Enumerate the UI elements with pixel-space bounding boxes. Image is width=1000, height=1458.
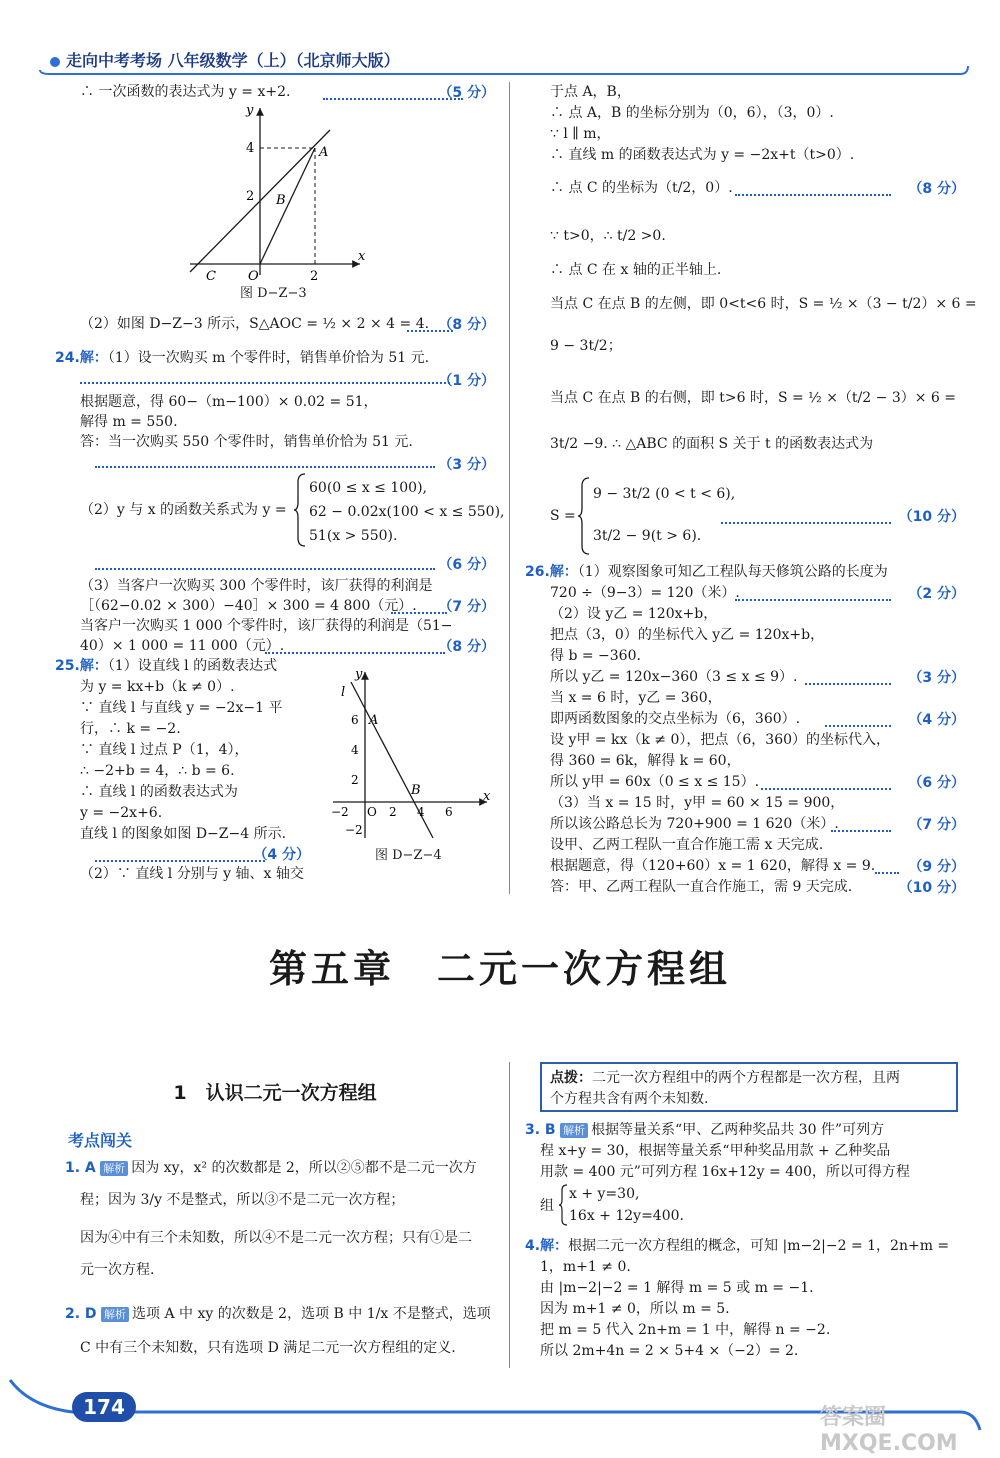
- dot-leader: [95, 860, 265, 862]
- text-line: 因为④中有三个未知数，所以④不是二元一次方程；只有①是二: [80, 1230, 472, 1246]
- text-line: 由 |m−2|−2 = 1 解得 m = 5 或 m = −1.: [540, 1280, 814, 1296]
- text-line: ∴ 一次函数的表达式为 y = x+2.: [80, 84, 291, 100]
- text-line: ∴ 直线 m 的函数表达式为 y = −2x+t（t>0）.: [550, 147, 855, 163]
- text-line: ∴ 点 C 在 x 轴的正半轴上.: [550, 262, 722, 278]
- column-divider-top: [509, 82, 510, 894]
- tick-label: 4: [417, 805, 425, 819]
- point-label-A: A: [319, 145, 329, 160]
- tick-label: 2: [310, 269, 319, 280]
- score: （8 分）: [438, 639, 495, 655]
- figure-caption: 图 D−Z−4: [375, 848, 442, 863]
- piece-2: 3t/2 − 9(t > 6).: [593, 528, 702, 544]
- text-line: （3）当 x = 15 时，y甲 = 60 × 15 = 900，: [550, 795, 845, 811]
- text-line: 因为 m+1 ≠ 0，所以 m = 5.: [540, 1301, 730, 1317]
- text-line: 元一次方程.: [80, 1262, 155, 1278]
- point-label-B: B: [411, 783, 421, 798]
- score: （7 分）: [908, 817, 965, 833]
- text-line: ∵ 直线 l 与直线 y = −2x−1 平: [80, 700, 283, 716]
- question-25: 25.解：（1）设直线 l 的函数表达式: [55, 658, 278, 674]
- figure-dzz4: [325, 668, 495, 844]
- tip-line-1: 点拨：二元一次方程组中的两个方程都是一次方程，且两: [550, 1070, 900, 1086]
- score: （4 分）: [908, 712, 965, 728]
- score: （1 分）: [438, 373, 495, 389]
- brace-icon: [558, 1184, 568, 1226]
- system-eq-2: 16x + 12y=400.: [569, 1208, 684, 1224]
- page-header: 走向中考考场 八年级数学（上）（北京师大版）: [50, 48, 400, 71]
- question-24: 24.解：（1）设一次购买 m 个零件时，销售单价恰为 51 元.: [55, 350, 430, 366]
- kaodian-heading: 考点闯关: [68, 1131, 133, 1150]
- tick-label: 6: [445, 805, 453, 819]
- piece-2: 62 − 0.02x(100 < x ≤ 550),: [309, 504, 505, 520]
- page-number: 174: [72, 1392, 136, 1422]
- text-line: 设 y甲 = kx（k ≠ 0），把点（6，360）的坐标代入，: [550, 732, 891, 748]
- score: （5 分）: [438, 85, 495, 101]
- dot-leader: [761, 788, 891, 790]
- text-line: 当点 C 在点 B 的左侧，即 0<t<6 时，S = ½ ×（3 − t/2）× 6 =: [550, 296, 977, 312]
- score: （8 分）: [438, 317, 495, 333]
- text-line: y = −2x+6.: [80, 805, 163, 821]
- tick-label: 2: [351, 773, 359, 787]
- text-line: 直线 l 的图象如图 D−Z−4 所示.: [80, 826, 287, 842]
- score: （2 分）: [908, 586, 965, 602]
- text-line: 根据题意，得 60−（m−100）× 0.02 = 51，: [80, 394, 378, 410]
- brace-icon: [293, 472, 307, 548]
- text-line: ［（62−0.02 × 300）−40］× 300 = 4 800（元）.: [80, 598, 417, 614]
- axis-label-y: y: [355, 668, 363, 682]
- jiexi-tag: 解析: [101, 1307, 129, 1322]
- text-line: ∵ t>0，∴ t/2 >0.: [550, 228, 666, 244]
- text-line: 9 − 3t/2；: [550, 338, 622, 354]
- origin-label: O: [367, 805, 377, 819]
- piece-1: 9 − 3t/2 (0 < t < 6),: [593, 486, 736, 502]
- piece-3: 51(x > 550).: [309, 528, 398, 544]
- text-line: 3t/2 −9. ∴ △ABC 的面积 S 关于 t 的函数表达式为: [550, 436, 874, 452]
- text-line: C 中有三个未知数，只有选项 D 满足二元一次方程组的定义.: [80, 1340, 456, 1356]
- axis-label-x: x: [358, 249, 366, 264]
- right-column: [525, 80, 977, 900]
- piece-1: 60(0 ≤ x ≤ 100),: [309, 480, 427, 496]
- text-line: 所以 2m+4n = 2 × 5+4 ×（−2）= 2.: [540, 1343, 799, 1359]
- answer-4: 4.解：根据二元一次方程组的概念，可知 |m−2|−2 = 1，2n+m =: [525, 1238, 950, 1254]
- point-label-A: A: [369, 713, 379, 728]
- left-column: [55, 80, 505, 900]
- text-line: 1，m+1 ≠ 0.: [540, 1259, 631, 1275]
- score: （6 分）: [908, 775, 965, 791]
- header-dot-icon: [50, 57, 60, 67]
- text-line: 行，∴ k = −2.: [80, 721, 181, 737]
- answer-2: 2. D 解析 选项 A 中 xy 的次数是 2，选项 B 中 1/x 不是整式，选项: [65, 1306, 491, 1322]
- axis-label-x: x: [483, 789, 491, 804]
- score: （7 分）: [438, 599, 495, 615]
- column-divider-bottom: [509, 1062, 510, 1368]
- bottom-right-answers: [525, 1118, 965, 1358]
- text-line: 所以该公路总长为 720+900 = 1 620（米）.: [550, 816, 839, 832]
- score: （9 分）: [908, 859, 965, 875]
- text-line: ∴ 直线 l 的函数表达式为: [80, 784, 238, 800]
- text-line: ∴ 点 A，B 的坐标分别为（0，6），（3，0）.: [550, 105, 834, 121]
- dot-leader: [825, 725, 891, 727]
- brace-icon: [577, 476, 591, 556]
- answer-3: 3. B 解析 根据等量关系“甲、乙两种奖品共 30 件”可列方: [525, 1122, 885, 1138]
- score: （8 分）: [908, 181, 965, 197]
- score: （3 分）: [908, 670, 965, 686]
- tick-label: 2: [389, 805, 397, 819]
- dot-leader: [95, 466, 435, 468]
- text-line: 答：甲、乙两工程队一直合作施工，需 9 天完成.: [550, 879, 853, 895]
- tick-label: 6: [351, 713, 359, 727]
- text-line: 程；因为 3/y 不是整式，所以③不是二元一次方程；: [80, 1192, 405, 1208]
- text-line: （2）y 与 x 的函数关系式为 y =: [80, 502, 287, 518]
- dot-leader: [80, 382, 450, 384]
- text-line: 所以 y甲 = 60x（0 ≤ x ≤ 15）.: [550, 774, 760, 790]
- text-line: 当客户一次购买 1 000 个零件时，该厂获得的利润是（51−: [80, 618, 453, 634]
- jiexi-tag: 解析: [560, 1123, 588, 1138]
- dot-leader: [875, 872, 899, 874]
- text-line: ∵ 直线 l 过点 P（1，4），: [80, 742, 249, 758]
- dot-leader: [831, 830, 891, 832]
- text-line: 得 b = −360.: [550, 648, 641, 664]
- dot-leader: [735, 599, 891, 601]
- score: （10 分）: [898, 880, 965, 896]
- text-line: 组: [540, 1198, 554, 1214]
- text-line: 当 x = 6 时，y乙 = 360，: [550, 690, 722, 706]
- text-line: 设甲、乙两工程队一直合作施工需 x 天完成.: [550, 837, 824, 853]
- answer-1: 1. A 解析 因为 xy，x² 的次数都是 2，所以②⑤都不是二元一次方: [65, 1160, 477, 1176]
- tip-box: [540, 1062, 958, 1112]
- text-line: 用款 = 400 元”可列方程 16x+12y = 400，所以可得方程: [540, 1164, 910, 1180]
- text-line: 得 360 = 6k，解得 k = 60，: [550, 753, 741, 769]
- dot-leader: [735, 194, 891, 196]
- text-line: 所以 y乙 = 120x−360（3 ≤ x ≤ 9）.: [550, 669, 798, 685]
- text-line: 解得 m = 550.: [80, 414, 178, 430]
- dot-leader: [721, 522, 891, 524]
- score: （6 分）: [438, 557, 495, 573]
- line-OA: [260, 148, 315, 264]
- text-line: （3）当客户一次购买 300 个零件时，该厂获得的利润是: [80, 578, 433, 594]
- jiexi-tag: 解析: [100, 1161, 128, 1176]
- tick-label: 4: [246, 141, 255, 156]
- text-line: 为 y = kx+b（k ≠ 0）.: [80, 679, 235, 695]
- text-line: S =: [550, 508, 576, 524]
- text-line: 720 ÷（9−3）= 120（米）.: [550, 585, 740, 601]
- text-line: 于点 A，B，: [550, 84, 631, 100]
- system-eq-1: x + y=30,: [569, 1186, 640, 1202]
- text-line: 把点（3，0）的坐标代入 y乙 = 120x+b，: [550, 627, 825, 643]
- figure-caption: 图 D−Z−3: [240, 286, 307, 301]
- score: （4 分）: [253, 847, 310, 863]
- text-line: （2）∵ 直线 l 分别与 y 轴、x 轴交: [80, 866, 304, 882]
- text-line: 即两函数图象的交点坐标为（6，360）.: [550, 711, 801, 727]
- dot-leader: [265, 652, 445, 654]
- watermark: 答案圈 MXQE.COM: [820, 1405, 958, 1456]
- dot-leader: [95, 568, 435, 570]
- tick-label: 4: [351, 743, 359, 757]
- text-line: ∵ l ∥ m，: [550, 126, 611, 142]
- section-title: 1 认识二元一次方程组: [173, 1082, 377, 1104]
- tick-label: 2: [246, 189, 255, 204]
- chapter-title: 第五章 二元一次方程组: [268, 947, 731, 991]
- tip-line-2: 个方程共含有两个未知数.: [550, 1091, 709, 1107]
- text-line: ∴ −2+b = 4，∴ b = 6.: [80, 763, 235, 779]
- score: （10 分）: [898, 509, 965, 525]
- text-line: 程 x+y = 30，根据等量关系“甲种奖品用款 + 乙种奖品: [540, 1143, 891, 1159]
- text-line: （2）设 y乙 = 120x+b，: [550, 606, 718, 622]
- axis-label-y: y: [246, 103, 254, 118]
- text-line: 答：当一次购买 550 个零件时，销售单价恰为 51 元.: [80, 434, 413, 450]
- question-26: 26.解：（1）观察图象可知乙工程队每天修筑公路的长度为: [525, 564, 888, 580]
- dot-leader: [805, 683, 891, 685]
- point-label-B: B: [276, 193, 286, 208]
- tick-label: −2: [345, 823, 363, 837]
- point-label-C: C: [206, 269, 216, 280]
- score: （3 分）: [438, 457, 495, 473]
- text-line: 根据题意，得（120+60）x = 1 620，解得 x = 9.: [550, 858, 876, 874]
- text-line: 当点 C 在点 B 的右侧，即 t>6 时，S = ½ ×（t/2 − 3）× 6 =: [550, 390, 956, 406]
- text-line: 40）× 1 000 = 11 000（元）.: [80, 638, 285, 654]
- origin-label: O: [248, 269, 259, 280]
- line-label-l: l: [341, 685, 346, 700]
- text-line: 把 m = 5 代入 2n+m = 1 中，解得 n = −2.: [540, 1322, 831, 1338]
- tick-label: −2: [331, 805, 349, 819]
- bottom-left-answers: [55, 1156, 495, 1366]
- text-line: （2）如图 D−Z−3 所示，S△AOC = ½ × 2 × 4 = 4.: [80, 316, 430, 332]
- figure-dzz3: [180, 100, 380, 280]
- text-line: ∴ 点 C 的坐标为（t/2，0）.: [550, 180, 733, 196]
